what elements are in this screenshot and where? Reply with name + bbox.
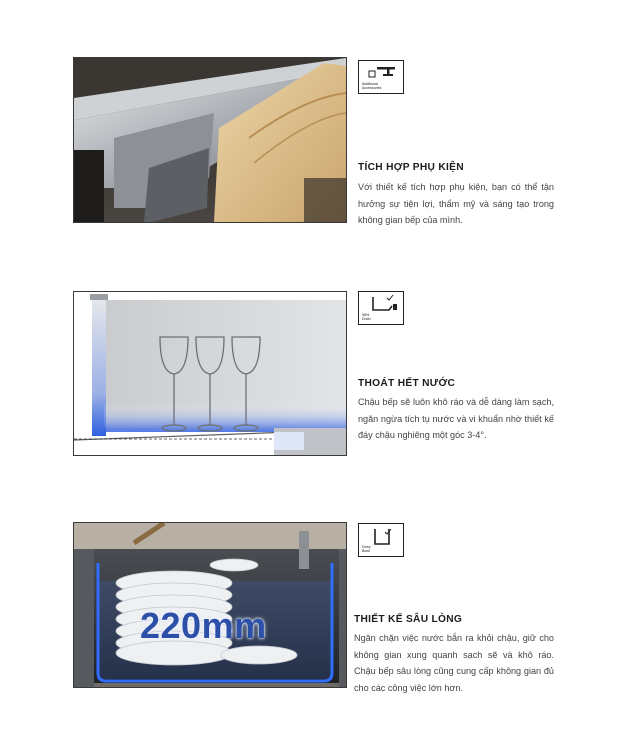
feature-section-deep-bowl xyxy=(0,480,624,730)
feature-section-drain xyxy=(0,240,624,480)
deep-bowl-icon xyxy=(358,523,404,557)
drain-badge-caption: 98% Drain xyxy=(362,312,371,321)
feature-section-accessories xyxy=(0,0,624,240)
section-title: TÍCH HỢP PHỤ KIỆN xyxy=(358,162,464,173)
section-description: Ngăn chặn việc nước bắn ra khỏi chậu, giữ cho không gian xung quanh sạch sẽ và khô ráo. Chậu bếp sâu lòng cũng cung cấp không gian đủ cho các công việc lớn hơn. xyxy=(354,633,554,693)
drain-icon xyxy=(358,291,404,325)
accessories-badge-caption: Additional Accessories xyxy=(362,81,382,90)
section-title: THIẾT KẾ SÂU LÒNG xyxy=(354,614,463,625)
section-title: THOÁT HẾT NƯỚC xyxy=(358,378,456,389)
depth-label: 220mm xyxy=(140,605,267,646)
accessories-icon xyxy=(358,60,404,94)
sink-with-wine-glasses-image xyxy=(73,291,347,456)
sink-edge-with-cutting-board-image xyxy=(73,57,347,223)
deep-bowl-badge-caption: Deep Bowl xyxy=(362,544,371,553)
deep-sink-with-plates-image xyxy=(73,522,347,688)
section-description: Với thiết kế tích hợp phụ kiện, bạn có thể tận hưởng sự tiện lợi, thẩm mỹ và sáng tạo trong không gian bếp của mình. xyxy=(358,182,554,225)
section-description: Chậu bếp sẽ luôn khô ráo và dễ dàng làm sạch, ngăn ngừa tích tụ nước và vi khuẩn nhờ thiết kế đáy chậu nghiêng một góc 3-4°. xyxy=(358,397,554,440)
